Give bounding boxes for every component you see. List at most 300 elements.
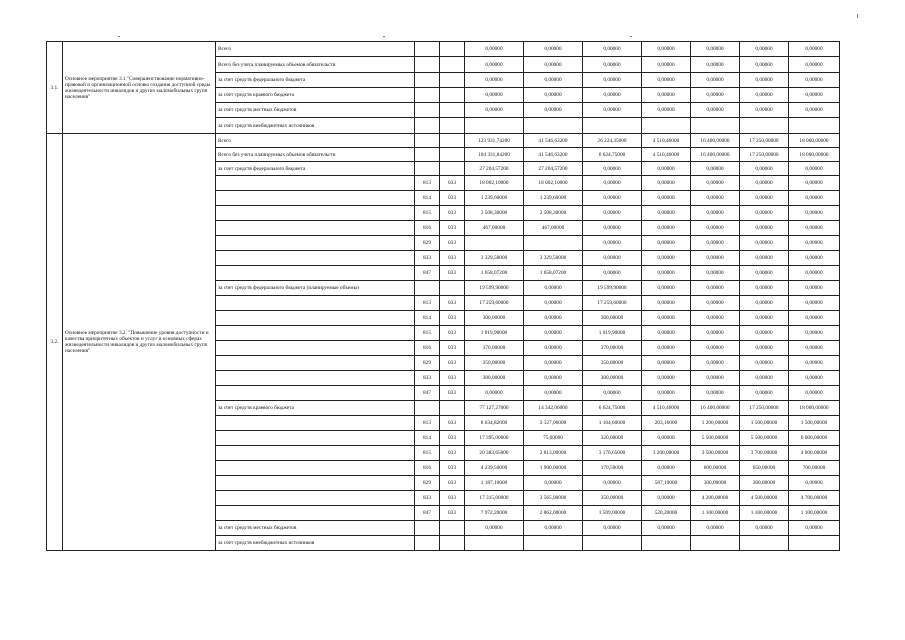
year-amount-cell: 0,00000 (789, 162, 840, 176)
budget-document (46, 41, 840, 551)
section-code (440, 281, 465, 296)
total-amount-cell: 1 019,90000 (465, 326, 524, 341)
grbs-code: 815 (415, 446, 440, 461)
year-amount-cell: 0,00000 (642, 461, 691, 476)
scan-speck (383, 36, 385, 37)
year-amount-cell: 0,00000 (740, 42, 789, 57)
year-amount-cell: 0,00000 (691, 73, 740, 88)
year-amount-cell: 5 500,00000 (740, 431, 789, 446)
grbs-code: 847 (415, 386, 440, 401)
year-amount-cell: 0,00000 (740, 296, 789, 311)
grbs-code (415, 162, 440, 176)
year-amount-cell: 0,00000 (789, 281, 840, 296)
year-amount-cell: 0,00000 (583, 236, 642, 251)
year-amount-cell: 0,00000 (691, 356, 740, 371)
year-amount-cell: 0,00000 (583, 251, 642, 266)
funding-source-label: за счет средств федерального бюджета (216, 162, 415, 176)
year-amount-cell: 300,00000 (583, 371, 642, 386)
funding-source-label (216, 326, 415, 341)
year-amount-cell: 1 200,00000 (691, 416, 740, 431)
year-amount-cell: 0,00000 (740, 266, 789, 281)
year-amount-cell: 0,00000 (642, 57, 691, 73)
section-code: 033 (440, 326, 465, 341)
year-amount-cell: 0,00000 (789, 191, 840, 206)
grbs-code (415, 521, 440, 536)
section-code: 033 (440, 356, 465, 371)
funding-source-label: Всего (216, 134, 415, 148)
year-amount-cell: 0,00000 (740, 88, 789, 103)
year-amount-cell: 0,00000 (740, 326, 789, 341)
year-amount-cell: 0,00000 (524, 356, 583, 371)
funding-source-label (216, 506, 415, 521)
year-amount-cell: 0,00000 (789, 371, 840, 386)
section-code: 033 (440, 506, 465, 521)
year-amount-cell: 4 510,46000 (642, 134, 691, 148)
year-amount-cell: 600,00000 (691, 461, 740, 476)
year-amount-cell: 0,00000 (642, 296, 691, 311)
year-amount-cell: 0,00000 (642, 341, 691, 356)
grbs-code: 813 (415, 176, 440, 191)
year-amount-cell: 16 400,00000 (691, 401, 740, 416)
total-amount-cell (465, 536, 524, 551)
measure-index: 3.1. (47, 42, 63, 134)
section-code: 033 (440, 176, 465, 191)
year-amount-cell (691, 118, 740, 134)
year-amount-cell: 4 200,00000 (691, 491, 740, 506)
year-amount-cell: 0,00000 (642, 236, 691, 251)
scan-speck (857, 14, 858, 18)
year-amount-cell: 0,00000 (740, 521, 789, 536)
year-amount-cell: 4 510,46000 (642, 401, 691, 416)
year-amount-cell: 350,00000 (583, 356, 642, 371)
year-amount-cell: 1 239,60000 (524, 191, 583, 206)
year-amount-cell: 3 170,65000 (583, 446, 642, 461)
funding-source-label: Всего без учета планируемых объемов обязательств (216, 148, 415, 162)
grbs-code: 829 (415, 356, 440, 371)
grbs-code (415, 118, 440, 134)
grbs-code: 815 (415, 326, 440, 341)
section-code: 033 (440, 311, 465, 326)
year-amount-cell: 350,00000 (583, 491, 642, 506)
section-code: 033 (440, 236, 465, 251)
year-amount-cell: 26 224,35000 (583, 134, 642, 148)
year-amount-cell: 18 002,10000 (524, 176, 583, 191)
section-code: 033 (440, 371, 465, 386)
year-amount-cell: 1 100,00000 (789, 506, 840, 521)
year-amount-cell: 0,00000 (524, 326, 583, 341)
year-amount-cell: 0,00000 (583, 191, 642, 206)
total-amount-cell: 0,00000 (465, 521, 524, 536)
section-code: 033 (440, 431, 465, 446)
year-amount-cell: 0,00000 (789, 476, 840, 491)
section-code (440, 521, 465, 536)
funding-source-label (216, 371, 415, 386)
section-code: 033 (440, 446, 465, 461)
year-amount-cell: 2 508,30000 (524, 206, 583, 221)
funding-source-label (216, 191, 415, 206)
year-amount-cell: 0,00000 (642, 521, 691, 536)
year-amount-cell: 0,00000 (642, 176, 691, 191)
year-amount-cell: 0,00000 (524, 103, 583, 118)
total-amount-cell: 4 239,50000 (465, 461, 524, 476)
funding-source-label (216, 491, 415, 506)
year-amount-cell: 3 329,50000 (524, 251, 583, 266)
year-amount-cell: 16 400,00000 (691, 134, 740, 148)
year-amount-cell: 0,00000 (642, 162, 691, 176)
grbs-code: 813 (415, 296, 440, 311)
total-amount-cell: 1 187,10000 (465, 476, 524, 491)
year-amount-cell: 1 100,00000 (740, 506, 789, 521)
year-amount-cell: 1 500,00000 (740, 416, 789, 431)
year-amount-cell (524, 236, 583, 251)
measure-title: Основное мероприятие 3.1 "Совершенствование нормативно-правовой и организационной основы создания доступной среды жизнедеятельности инвалидов и других маломобильных групп населения" (63, 42, 216, 134)
total-amount-cell: 7 972,20000 (465, 506, 524, 521)
year-amount-cell: 0,00000 (524, 73, 583, 88)
year-amount-cell: 3 127,06000 (524, 416, 583, 431)
year-amount-cell: 0,00000 (583, 386, 642, 401)
year-amount-cell: 0,00000 (691, 236, 740, 251)
year-amount-cell: 3 565,00000 (524, 491, 583, 506)
year-amount-cell: 0,00000 (789, 221, 840, 236)
grbs-code (415, 42, 440, 57)
total-amount-cell: 17 259,60000 (465, 296, 524, 311)
year-amount-cell: 0,00000 (583, 73, 642, 88)
year-amount-cell: 0,00000 (740, 221, 789, 236)
year-amount-cell: 0,00000 (789, 311, 840, 326)
year-amount-cell: 650,00000 (740, 461, 789, 476)
year-amount-cell: 0,00000 (740, 176, 789, 191)
year-amount-cell: 0,00000 (740, 251, 789, 266)
year-amount-cell: 0,00000 (691, 206, 740, 221)
year-amount-cell: 41 546,63200 (524, 134, 583, 148)
year-amount-cell: 0,00000 (740, 206, 789, 221)
grbs-code: 833 (415, 371, 440, 386)
year-amount-cell: 0,00000 (789, 296, 840, 311)
total-amount-cell: 17 395,00000 (465, 431, 524, 446)
funding-source-label: за счет средств внебюджетных источников (216, 536, 415, 551)
funding-source-label: за счет средств местных бюджетов (216, 521, 415, 536)
year-amount-cell: 0,00000 (691, 326, 740, 341)
year-amount-cell: 0,00000 (740, 57, 789, 73)
year-amount-cell: 0,00000 (740, 356, 789, 371)
grbs-code (415, 103, 440, 118)
scan-speck (630, 36, 632, 37)
year-amount-cell: 0,00000 (789, 176, 840, 191)
year-amount-cell: 3 500,00000 (691, 446, 740, 461)
year-amount-cell (789, 536, 840, 551)
year-amount-cell: 0,00000 (583, 476, 642, 491)
budget-table (46, 41, 840, 551)
year-amount-cell: 0,00000 (691, 341, 740, 356)
year-amount-cell: 4 700,00000 (789, 491, 840, 506)
year-amount-cell: 0,00000 (789, 236, 840, 251)
total-amount-cell (465, 118, 524, 134)
year-amount-cell: 0,00000 (583, 521, 642, 536)
year-amount-cell: 0,00000 (642, 191, 691, 206)
year-amount-cell: 6 000,00000 (789, 431, 840, 446)
funding-source-label (216, 386, 415, 401)
year-amount-cell: 16 400,00000 (691, 148, 740, 162)
grbs-code: 814 (415, 311, 440, 326)
grbs-code: 833 (415, 491, 440, 506)
year-amount-cell: 0,00000 (642, 356, 691, 371)
funding-source-label (216, 311, 415, 326)
grbs-code: 847 (415, 506, 440, 521)
section-code: 033 (440, 266, 465, 281)
section-code (440, 536, 465, 551)
year-amount-cell: 0,00000 (583, 266, 642, 281)
year-amount-cell: 5 500,00000 (691, 431, 740, 446)
section-code (440, 73, 465, 88)
year-amount-cell: 0,00000 (691, 296, 740, 311)
year-amount-cell: 0,00000 (789, 206, 840, 221)
funding-source-label (216, 236, 415, 251)
year-amount-cell: 0,00000 (740, 162, 789, 176)
year-amount-cell: 0,00000 (642, 266, 691, 281)
grbs-code: 815 (415, 206, 440, 221)
section-code (440, 118, 465, 134)
grbs-code (415, 401, 440, 416)
grbs-code: 816 (415, 221, 440, 236)
total-amount-cell: 467,00000 (465, 221, 524, 236)
grbs-code: 847 (415, 266, 440, 281)
year-amount-cell: 0,00000 (524, 88, 583, 103)
year-amount-cell: 0,00000 (789, 42, 840, 57)
year-amount-cell: 0,00000 (691, 251, 740, 266)
year-amount-cell: 320,00000 (583, 431, 642, 446)
year-amount-cell: 0,00000 (642, 206, 691, 221)
year-amount-cell: 1 104,60000 (583, 416, 642, 431)
grbs-code (415, 57, 440, 73)
year-amount-cell: 0,00000 (642, 431, 691, 446)
total-amount-cell: 350,00000 (465, 356, 524, 371)
year-amount-cell (691, 536, 740, 551)
year-amount-cell: 0,00000 (583, 42, 642, 57)
year-amount-cell (524, 536, 583, 551)
funding-source-label (216, 461, 415, 476)
funding-source-label (216, 341, 415, 356)
grbs-code: 833 (415, 251, 440, 266)
total-amount-cell: 300,00000 (465, 371, 524, 386)
year-amount-cell: 0,00000 (642, 371, 691, 386)
year-amount-cell: 0,00000 (691, 221, 740, 236)
year-amount-cell: 300,00000 (740, 476, 789, 491)
section-code (440, 57, 465, 73)
year-amount-cell: 700,00000 (789, 461, 840, 476)
year-amount-cell: 17 250,00000 (740, 148, 789, 162)
total-amount-cell: 1 239,60000 (465, 191, 524, 206)
funding-source-label (216, 251, 415, 266)
measure-title: Основное мероприятие 3.2. "Повышение уровня доступности и качества приоритетных объектов и услуг в основных сферах жизнедеятельности инвалидов и других маломобильных групп населения" (63, 134, 216, 551)
year-amount-cell (642, 536, 691, 551)
grbs-code: 814 (415, 191, 440, 206)
funding-source-label: за счет средств федерального бюджета (планируемые объемы) (216, 281, 415, 296)
grbs-code: 829 (415, 236, 440, 251)
funding-source-label: за счет средств федерального бюджета (216, 73, 415, 88)
funding-source-label (216, 356, 415, 371)
year-amount-cell: 0,00000 (691, 176, 740, 191)
funding-source-label (216, 176, 415, 191)
year-amount-cell: 4 000,00000 (789, 446, 840, 461)
funding-source-label (216, 431, 415, 446)
year-amount-cell: 0,00000 (642, 103, 691, 118)
section-code: 033 (440, 296, 465, 311)
year-amount-cell: 370,00000 (583, 341, 642, 356)
year-amount-cell: 0,00000 (524, 521, 583, 536)
funding-source-label (216, 221, 415, 236)
section-code (440, 134, 465, 148)
total-amount-cell: 104 331,84200 (465, 148, 524, 162)
year-amount-cell: 75,00000 (524, 431, 583, 446)
year-amount-cell: 0,00000 (691, 266, 740, 281)
year-amount-cell: 0,00000 (524, 296, 583, 311)
total-amount-cell: 0,00000 (465, 57, 524, 73)
funding-source-label (216, 446, 415, 461)
year-amount-cell: 0,00000 (789, 356, 840, 371)
section-code: 033 (440, 476, 465, 491)
year-amount-cell: 41 546,63200 (524, 148, 583, 162)
year-amount-cell: 0,00000 (642, 281, 691, 296)
total-amount-cell: 3 329,50000 (465, 251, 524, 266)
total-amount-cell: 19 599,90000 (465, 281, 524, 296)
grbs-code (415, 134, 440, 148)
year-amount-cell: 0,00000 (789, 386, 840, 401)
year-amount-cell: 0,00000 (524, 281, 583, 296)
year-amount-cell: 170,50000 (583, 461, 642, 476)
year-amount-cell: 3 200,00000 (642, 446, 691, 461)
grbs-code (415, 148, 440, 162)
year-amount-cell: 0,00000 (789, 88, 840, 103)
total-amount-cell: 18 002,10000 (465, 176, 524, 191)
year-amount-cell: 17 250,00000 (740, 401, 789, 416)
year-amount-cell: 0,00000 (524, 341, 583, 356)
year-amount-cell: 1 019,90000 (583, 326, 642, 341)
year-amount-cell: 0,00000 (524, 476, 583, 491)
year-amount-cell: 0,00000 (642, 311, 691, 326)
year-amount-cell: 0,00000 (740, 103, 789, 118)
year-amount-cell: 0,00000 (789, 73, 840, 88)
section-code: 033 (440, 461, 465, 476)
year-amount-cell: 18 000,00000 (789, 134, 840, 148)
year-amount-cell: 0,00000 (691, 162, 740, 176)
section-code: 033 (440, 191, 465, 206)
year-amount-cell: 0,00000 (691, 281, 740, 296)
year-amount-cell: 0,00000 (642, 326, 691, 341)
year-amount-cell: 14 342,06000 (524, 401, 583, 416)
section-code (440, 88, 465, 103)
section-code: 033 (440, 341, 465, 356)
year-amount-cell: 0,00000 (740, 281, 789, 296)
total-amount-cell: 77 127,27000 (465, 401, 524, 416)
funding-source-label (216, 476, 415, 491)
year-amount-cell: 0,00000 (524, 311, 583, 326)
year-amount-cell: 4 500,00000 (740, 491, 789, 506)
section-code: 033 (440, 221, 465, 236)
year-amount-cell: 27 204,57200 (524, 162, 583, 176)
year-amount-cell: 0,00000 (740, 341, 789, 356)
year-amount-cell: 6 624,75000 (583, 401, 642, 416)
year-amount-cell: 0,00000 (789, 326, 840, 341)
year-amount-cell: 0,00000 (740, 371, 789, 386)
year-amount-cell: 467,00000 (524, 221, 583, 236)
year-amount-cell (524, 118, 583, 134)
total-amount-cell: 0,00000 (465, 42, 524, 57)
year-amount-cell: 0,00000 (583, 206, 642, 221)
year-amount-cell: 0,00000 (691, 88, 740, 103)
year-amount-cell: 0,00000 (642, 491, 691, 506)
year-amount-cell: 0,00000 (789, 341, 840, 356)
year-amount-cell: 0,00000 (789, 266, 840, 281)
funding-source-label (216, 296, 415, 311)
year-amount-cell: 17 250,00000 (740, 134, 789, 148)
year-amount-cell (583, 118, 642, 134)
total-amount-cell: 0,00000 (465, 103, 524, 118)
grbs-code: 816 (415, 341, 440, 356)
year-amount-cell: 1 658,07200 (524, 266, 583, 281)
year-amount-cell: 0,00000 (583, 162, 642, 176)
total-amount-cell: 0,00000 (465, 386, 524, 401)
year-amount-cell: 0,00000 (691, 57, 740, 73)
section-code (440, 42, 465, 57)
section-code (440, 148, 465, 162)
funding-source-label (216, 416, 415, 431)
year-amount-cell: 4 510,46000 (642, 148, 691, 162)
year-amount-cell (642, 118, 691, 134)
section-code: 033 (440, 416, 465, 431)
year-amount-cell: 0,00000 (740, 311, 789, 326)
grbs-code: 814 (415, 431, 440, 446)
section-code: 033 (440, 206, 465, 221)
funding-source-label: Всего без учета планируемых объемов обязательств (216, 57, 415, 73)
total-amount-cell: 8 634,82000 (465, 416, 524, 431)
year-amount-cell: 1 900,00000 (524, 461, 583, 476)
total-amount-cell: 17 315,00000 (465, 491, 524, 506)
section-code (440, 103, 465, 118)
year-amount-cell: 0,00000 (524, 57, 583, 73)
year-amount-cell: 19 599,90000 (583, 281, 642, 296)
year-amount-cell: 1 500,00000 (789, 416, 840, 431)
grbs-code (415, 281, 440, 296)
year-amount-cell: 0,00000 (583, 57, 642, 73)
year-amount-cell: 0,00000 (642, 73, 691, 88)
section-code (440, 401, 465, 416)
year-amount-cell (583, 536, 642, 551)
year-amount-cell: 0,00000 (691, 371, 740, 386)
table-row (47, 134, 840, 148)
year-amount-cell: 0,00000 (740, 191, 789, 206)
year-amount-cell: 17 259,60000 (583, 296, 642, 311)
scan-speck (118, 36, 120, 37)
year-amount-cell: 0,00000 (583, 221, 642, 236)
year-amount-cell: 1 100,00000 (691, 506, 740, 521)
year-amount-cell: 2 862,00000 (524, 506, 583, 521)
year-amount-cell: 2 813,00000 (524, 446, 583, 461)
year-amount-cell: 0,00000 (691, 311, 740, 326)
year-amount-cell: 0,00000 (642, 221, 691, 236)
year-amount-cell (740, 536, 789, 551)
total-amount-cell: 370,00000 (465, 341, 524, 356)
year-amount-cell: 0,00000 (740, 386, 789, 401)
year-amount-cell: 0,00000 (583, 176, 642, 191)
total-amount-cell: 123 931,74200 (465, 134, 524, 148)
table-row (47, 42, 840, 57)
grbs-code (415, 536, 440, 551)
year-amount-cell: 0,00000 (789, 57, 840, 73)
year-amount-cell: 0,00000 (642, 42, 691, 57)
year-amount-cell: 0,00000 (691, 521, 740, 536)
year-amount-cell: 0,00000 (524, 371, 583, 386)
year-amount-cell: 0,00000 (789, 521, 840, 536)
